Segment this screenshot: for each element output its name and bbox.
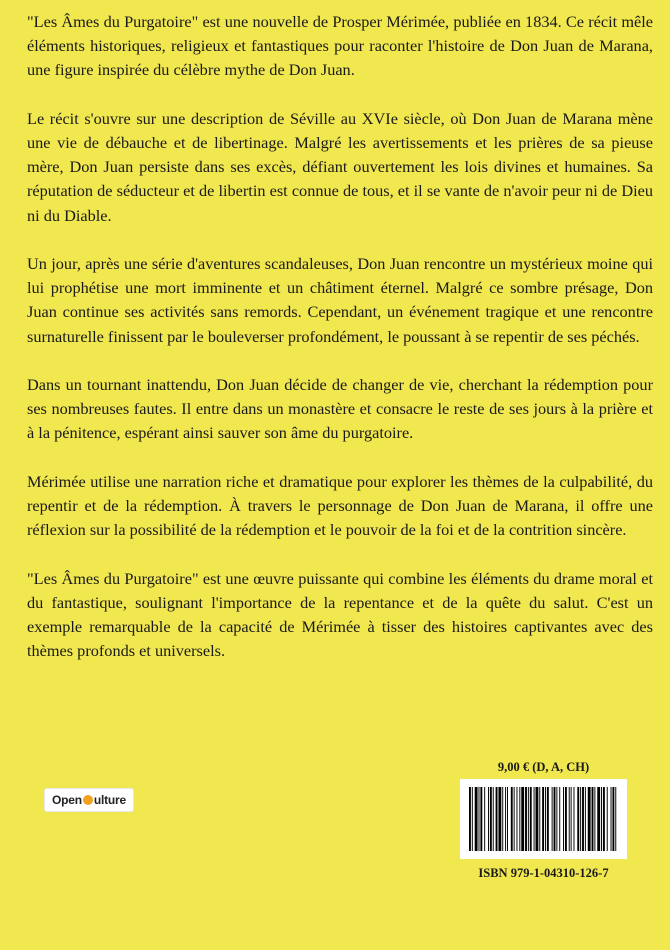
barcode-bar (539, 787, 540, 851)
barcode-bar (511, 787, 513, 851)
barcode-bar (534, 787, 535, 851)
barcode-bar (615, 787, 616, 851)
logo-c-circle-icon (83, 795, 93, 805)
blurb-paragraph-4: Dans un tournant inattendu, Don Juan décide de changer de vie, cherchant la rédemption pour ses nombreuses fautes. Il entre dans un monastère et consacre le reste de ses jours à la prière et à la pénitence, espérant ainsi sauver son âme du purgatoire. (27, 375, 653, 443)
logo-text-ulture: ulture (93, 793, 126, 807)
barcode-bar (588, 787, 591, 851)
barcode-bar (597, 787, 600, 851)
barcode-bar (472, 787, 473, 851)
barcode-bar (569, 787, 570, 851)
barcode-bar (611, 787, 612, 851)
barcode-bar (480, 787, 482, 851)
barcode-bar (582, 787, 584, 851)
barcode-bar (490, 787, 492, 851)
barcode-bar (469, 787, 471, 851)
barcode-bar (565, 787, 567, 851)
barcode-icon (460, 779, 627, 859)
price-label: 9,00 € (D, A, CH) (497, 760, 590, 774)
blurb-paragraph-1: "Les Âmes du Purgatoire" est une nouvelle de Prosper Mérimée, publiée en 1834. Ce récit mêle éléments historiques, religieux et fantastiques pour raconter l'histoire de Don Juan de Marana, une figure inspirée du célèbre mythe de Don Juan. (27, 12, 653, 80)
barcode-bar (521, 787, 524, 851)
barcode-bar (571, 787, 572, 851)
barcode-bar (580, 787, 581, 851)
barcode-bar (552, 787, 553, 851)
barcode-bar (542, 787, 544, 851)
barcode-bar (563, 787, 564, 851)
isbn-label: ISBN 979-1-04310-126-7 (478, 866, 609, 880)
logo-text-open: Open (51, 793, 82, 807)
barcode-bar (475, 787, 478, 851)
blurb-paragraph-5: Mérimée utilise une narration riche et dramatique pour explorer les thèmes de la culpabilité, du repentir et de la rédemption. À travers le personnage de Don Juan de Marana, il offre une réflexion sur la possibilité de la rédemption et le pouvoir de la foi et de la contrition sincère. (27, 471, 653, 540)
barcode-bar (556, 787, 557, 851)
barcode-bar (607, 787, 608, 851)
barcode-bar (536, 787, 539, 851)
barcode-bar (507, 787, 508, 851)
barcode-bar (493, 787, 494, 851)
barcode-bar (528, 787, 529, 851)
blurb-paragraph-3: Un jour, après une série d'aventures scandaleuses, Don Juan rencontre un mystérieux moine qui lui prophétise une mort imminente et un châtiment éternel. Malgré ce sombre présage, Don Juan continue ses activités sans remords. Cependant, un événement tragique et une rencontre surnaturelle finissent par le bouleverser profondément, le poussant à se repentir de ses péchés. (27, 254, 653, 346)
barcode-bar (484, 787, 485, 851)
barcode-bar (498, 787, 501, 851)
barcode-bar (547, 787, 549, 851)
barcode-bar (525, 787, 527, 851)
barcode-bar (603, 787, 605, 851)
barcode-bar (488, 787, 489, 851)
barcode-bar (530, 787, 532, 851)
barcode-bar (554, 787, 556, 851)
barcode-bar (517, 787, 518, 851)
barcode-bar (496, 787, 498, 851)
back-cover-blurb (27, 10, 653, 688)
barcode-bar (545, 787, 546, 851)
barcode-bar (502, 787, 503, 851)
barcode-bar (479, 787, 480, 851)
barcode-bar (505, 787, 506, 851)
barcode (460, 779, 627, 859)
barcode-bar (519, 787, 520, 851)
barcode-bar (577, 787, 579, 851)
blurb-paragraph-2: Le récit s'ouvre sur une description de Séville au XVIe siècle, où Don Juan de Marana mène une vie de débauche et de libertinage. Malgré les avertissements et les prières de sa pieuse mère, Don Juan persiste dans ses excès, défiant ouvertement les lois divines et humaines. Sa réputation de séducteur et de libertin est connue de tous, et il se vante de n'avoir peur ni de Dieu ni du Diable. (27, 108, 653, 225)
barcode-bar (612, 787, 614, 851)
publisher-logo (45, 789, 133, 811)
barcode-bar (594, 787, 595, 851)
barcode-bar (574, 787, 575, 851)
barcode-bar (559, 787, 560, 851)
barcode-bar (592, 787, 594, 851)
barcode-bar (514, 787, 515, 851)
barcode-bar (585, 787, 586, 851)
blurb-paragraph-6: "Les Âmes du Purgatoire" est une œuvre puissante qui combine les éléments du drame moral et du fantastique, soulignant l'importance de la repentance et de la quête du salut. C'est un exemple remarquable de la capacité de Mérimée à tisser des histoires captivantes avec des thèmes profonds et universels. (27, 568, 653, 661)
barcode-bar (601, 787, 602, 851)
